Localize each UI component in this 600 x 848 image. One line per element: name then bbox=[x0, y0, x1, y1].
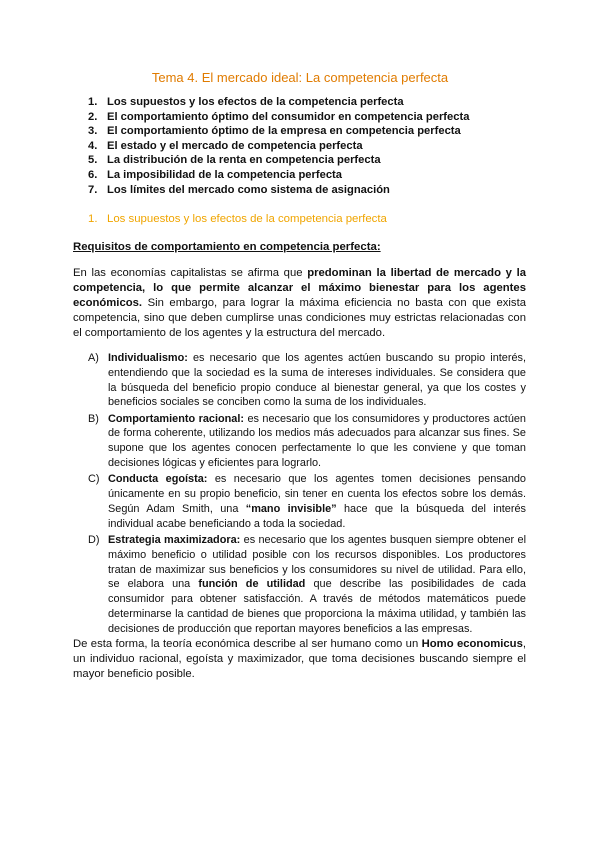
toc-item: 7. Los límites del mercado como sistema de asignación bbox=[88, 183, 390, 196]
conclusion-paragraph: De esta forma, la teoría económica describe al ser humano como un Homo economicus, un individuo racional, egoísta y maximizador, que toma decisiones buscando siempre el mayor beneficio posible. bbox=[73, 638, 527, 680]
toc-item: 2. El comportamiento óptimo del consumidor en competencia perfecta bbox=[88, 110, 470, 123]
section-heading: 1. Los supuestos y los efectos de la competencia perfecta bbox=[88, 213, 387, 225]
requirements-list bbox=[88, 351, 526, 638]
toc-item: 3. El comportamiento óptimo de la empresa en competencia perfecta bbox=[88, 125, 461, 138]
requirement-item: D) Estrategia maximizadora: es necesario que los agentes busquen siempre obtener el máximo beneficio o utilidad posible con los recursos disponibles. Los productores tratan de maximizar sus beneficios y los consumidores su nivel de utilidad. Para ello, se elabora una función de utilidad que describe las posibilidades de cada consumidor para obtener satisfacción. A través de métodos matemáticos puede determinarse la cantidad de bienes que proporciona la máxima utilidad, y también las decisiones de producción que reportan mayores beneficios a las empresas. bbox=[88, 534, 526, 635]
intro-paragraph: En las economías capitalistas se afirma que predominan la libertad de mercado y la competencia, lo que permite alcanzar el máximo bienestar para los agentes económicos. Sin embargo, para lograr la máxima eficiencia no basta con que exista competencia, sino que deben cumplirse unas condiciones muy estrictas relacionadas con el comportamiento de los agentes y la estructura del mercado. bbox=[73, 267, 526, 339]
requirement-item: B) Comportamiento racional: es necesario que los consumidores y productores actúen de forma coherente, utilizando los medios más adecuados para alcanzar sus fines. Se supone que los agentes conocen perfectamente lo que les conviene y que toman decisiones lógicas y eficientes para lograrlo. bbox=[88, 412, 526, 470]
toc-item: 4. El estado y el mercado de competencia perfecta bbox=[88, 139, 363, 152]
document-title: Tema 4. El mercado ideal: La competencia perfecta bbox=[151, 70, 449, 85]
subheading: Requisitos de comportamiento en competencia perfecta: bbox=[73, 241, 381, 253]
toc-item: 5. La distribución de la renta en competencia perfecta bbox=[88, 154, 381, 167]
toc-item: 6. La imposibilidad de la competencia perfecta bbox=[88, 168, 343, 181]
requirement-item: A) Individualismo: es necesario que los agentes actúen buscando su propio interés, entendiendo que la sociedad es la suma de intereses individuales. Se considera que la búsqueda del beneficio propio conduce al bienestar general, ya que los costes y beneficios sociales se conciben como la suma de los individuales. bbox=[88, 352, 526, 409]
table-of-contents bbox=[88, 95, 548, 197]
requirement-item: C) Conducta egoísta: es necesario que los agentes tomen decisiones pensando únicamente en su propio beneficio, sin tener en cuenta los efectos sobre los demás. Según Adam Smith, una “mano invisible” hace que la búsqueda del interés individual acabe beneficiando a toda la sociedad. bbox=[88, 473, 526, 530]
toc-item: 1. Los supuestos y los efectos de la competencia perfecta bbox=[88, 96, 404, 108]
